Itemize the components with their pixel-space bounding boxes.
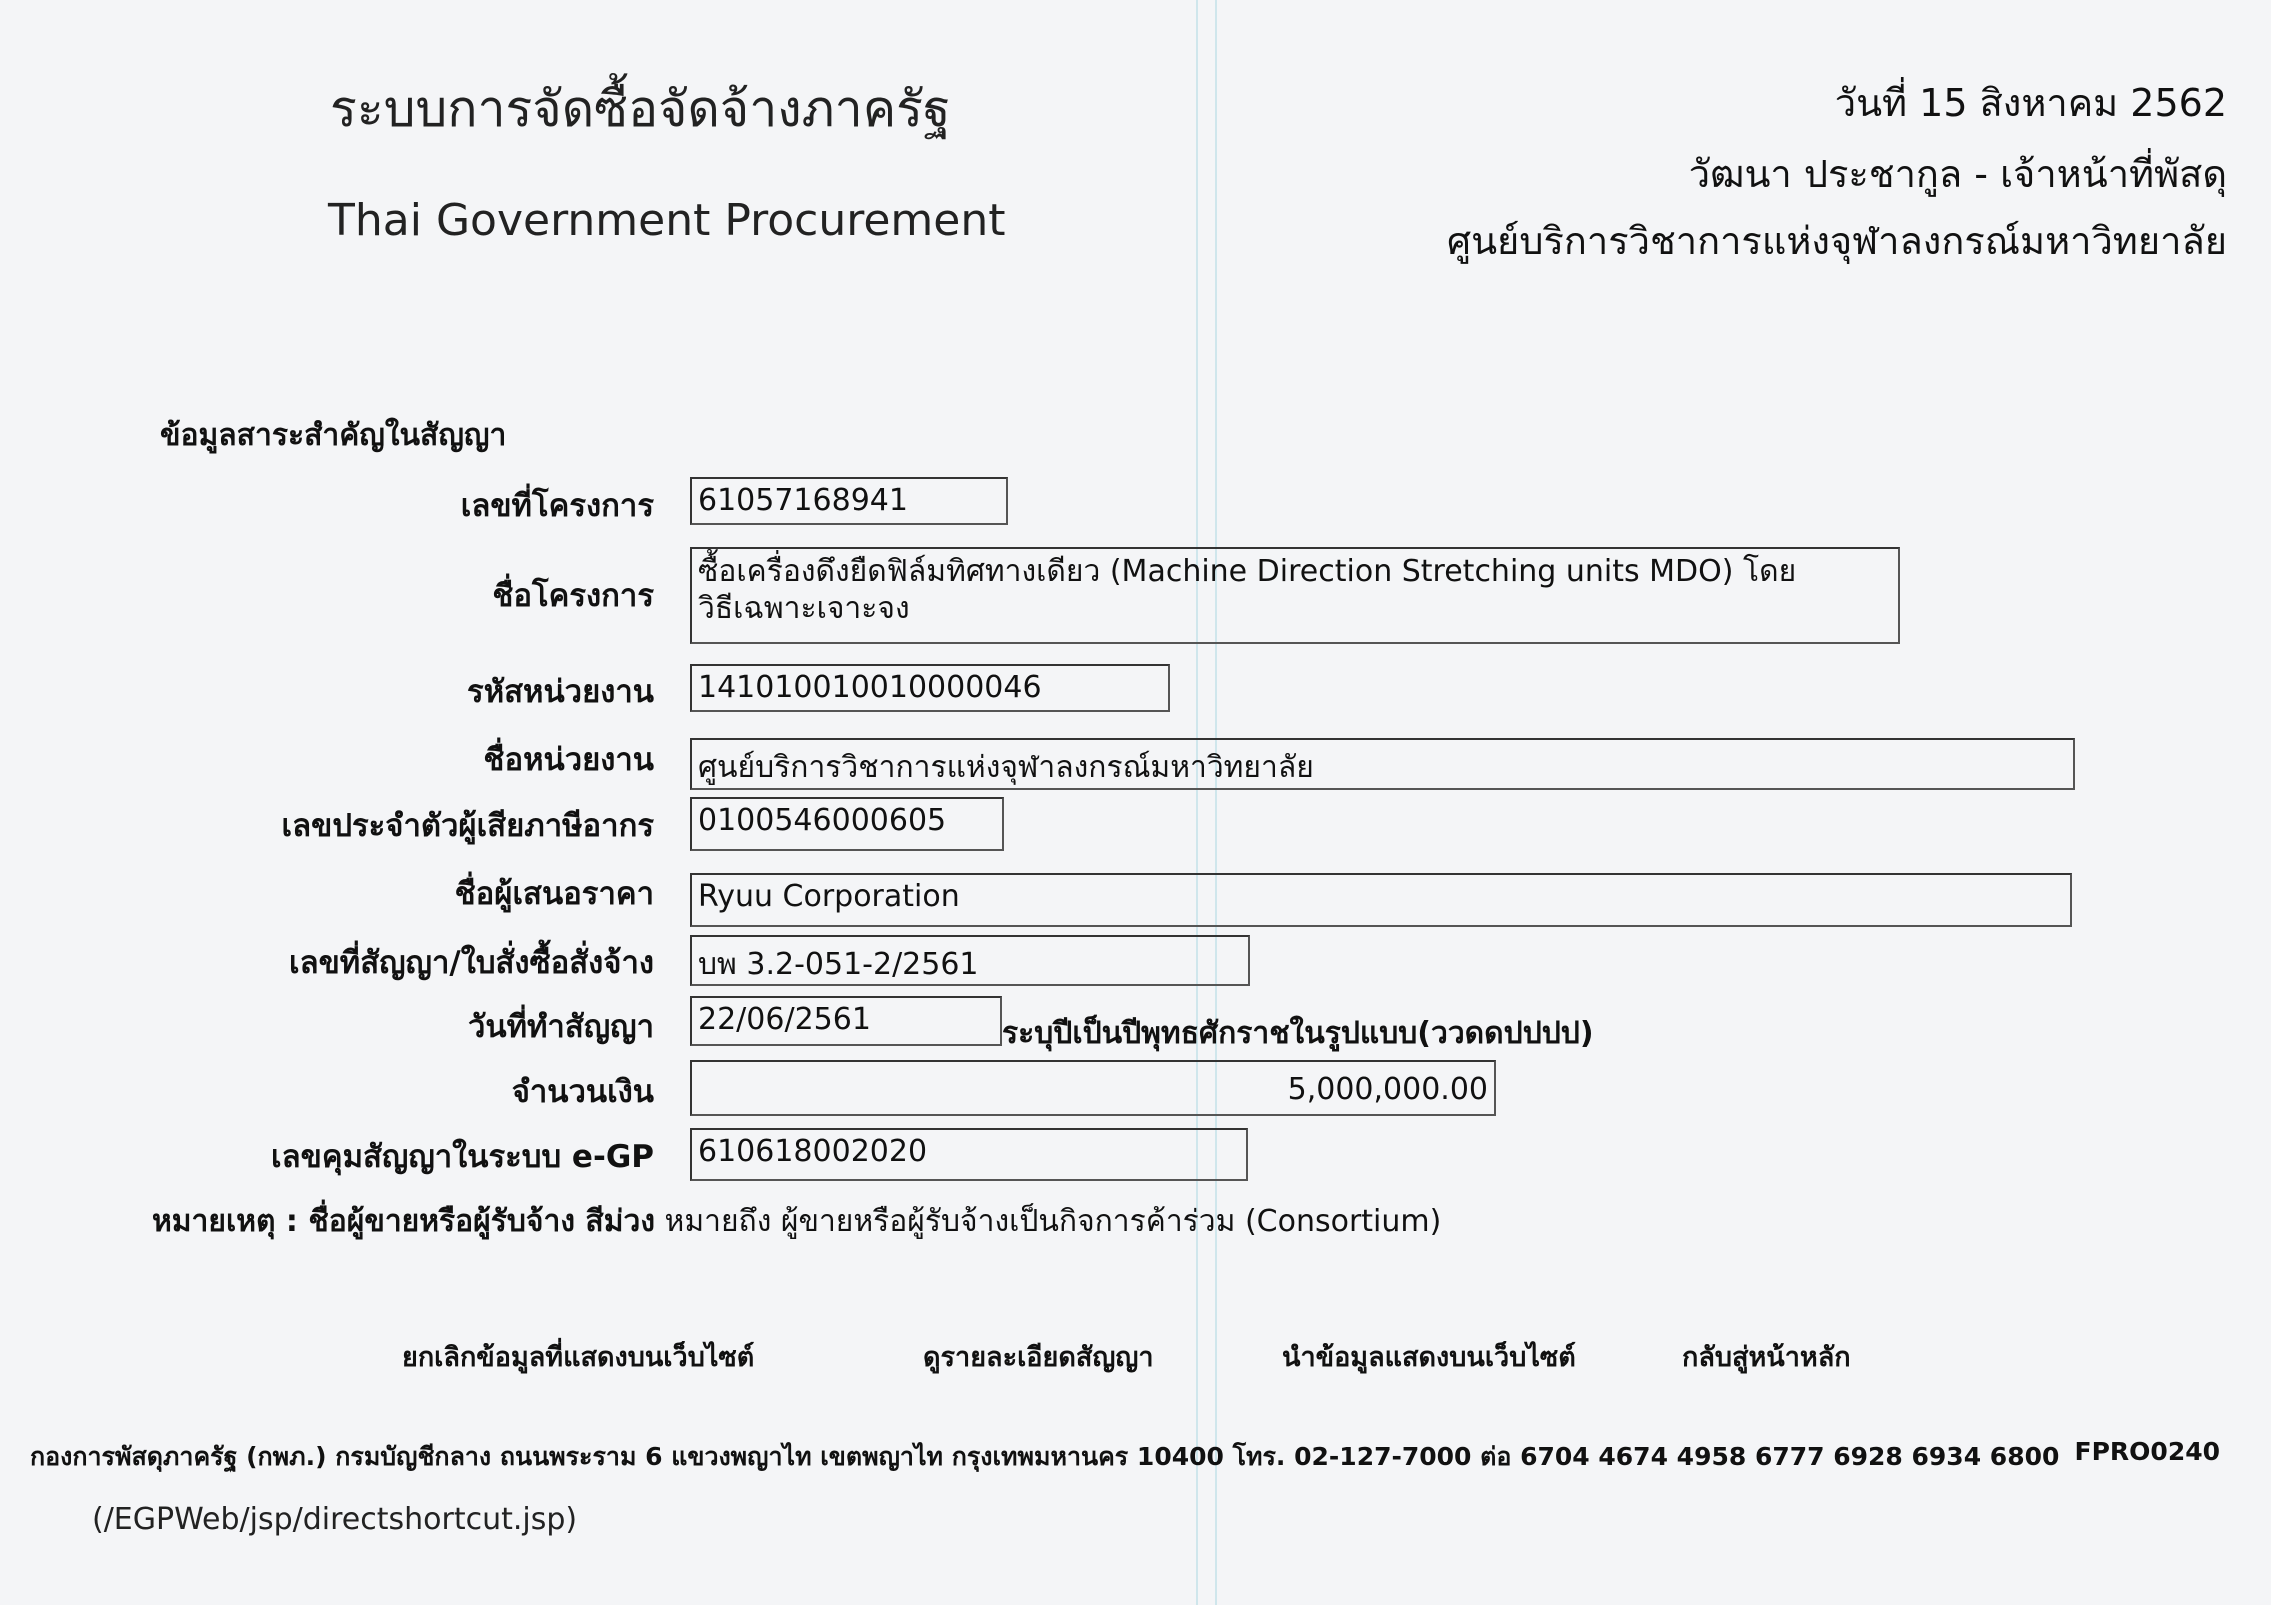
current-date: วันที่ 15 สิงหาคม 2562 xyxy=(1834,81,2227,125)
bidder-name-input[interactable]: Ryuu Corporation xyxy=(690,873,2072,927)
system-title-thai: ระบบการจัดซื้อจัดจ้างภาครัฐ xyxy=(330,80,951,138)
egp-control-no-input[interactable]: 610618002020 xyxy=(690,1128,1248,1181)
consortium-note xyxy=(152,1198,1441,1245)
page-code: FPRO0240 xyxy=(2074,1437,2220,1466)
scan-guide-line-right xyxy=(1215,0,1217,1605)
contract-date-input[interactable]: 22/06/2561 xyxy=(690,996,1002,1046)
project-name-textarea[interactable]: ซื้อเครื่องดึงยืดฟิล์มทิศทางเดียว (Machine Direction Stretching units MDO) โดยวิธีเฉพาะเจาะจง xyxy=(690,547,1900,644)
note-prefix: หมายเหตุ : ชื่อผู้ขายหรือผู้รับจ้าง xyxy=(152,1204,586,1239)
contract-date-format-hint: ระบุปีเป็นปีพุทธศักราชในรูปแบบ(ววดดปปปป) xyxy=(1002,1016,1594,1051)
amount-label: จำนวนเงิน xyxy=(511,1074,654,1110)
tax-id-input[interactable]: 0100546000605 xyxy=(690,797,1004,851)
note-highlight: สีม่วง xyxy=(585,1204,656,1239)
agency-code-label: รหัสหน่วยงาน xyxy=(467,674,654,710)
egp-control-no-label: เลขคุมสัญญาในระบบ e-GP xyxy=(271,1139,654,1175)
scan-guide-line-left xyxy=(1196,0,1198,1605)
cancel-publish-link[interactable]: ยกเลิกข้อมูลที่แสดงบนเว็บไซต์ xyxy=(402,1342,755,1373)
note-suffix: หมายถึง ผู้ขายหรือผู้รับจ้างเป็นกิจการค้าร่วม (Consortium) xyxy=(655,1204,1442,1239)
project-name-label: ชื่อโครงการ xyxy=(492,578,654,614)
agency-name-label: ชื่อหน่วยงาน xyxy=(483,742,654,778)
contract-date-label: วันที่ทำสัญญา xyxy=(467,1009,654,1045)
agency-code-input[interactable]: 141010010010000046 xyxy=(690,664,1170,712)
contract-no-input[interactable]: บพ 3.2-051-2/2561 xyxy=(690,935,1250,986)
user-organization: ศูนย์บริการวิชาการแห่งจุฬาลงกรณ์มหาวิทยาลัย xyxy=(1446,219,2227,263)
user-name-role: วัฒนา ประชากูล - เจ้าหน้าที่พัสดุ xyxy=(1688,152,2227,196)
section-title: ข้อมูลสาระสำคัญในสัญญา xyxy=(160,418,507,453)
footer-address: กองการพัสดุภาครัฐ (กพภ.) กรมบัญชีกลาง ถนนพระราม 6 แขวงพญาไท เขตพญาไท กรุงเทพมหานคร 10400 โทร. 02-127-7000 ต่อ 6704 4674 4958 6777 6928 6934 6800 xyxy=(30,1442,2060,1471)
project-no-input[interactable]: 61057168941 xyxy=(690,477,1008,525)
system-title-english: Thai Government Procurement xyxy=(328,195,1006,246)
agency-name-input[interactable]: ศูนย์บริการวิชาการแห่งจุฬาลงกรณ์มหาวิทยาลัย xyxy=(690,738,2075,790)
amount-input[interactable]: 5,000,000.00 xyxy=(690,1060,1496,1116)
contract-no-label: เลขที่สัญญา/ใบสั่งซื้อสั่งจ้าง xyxy=(289,945,654,981)
tax-id-label: เลขประจำตัวผู้เสียภาษีอากร xyxy=(281,808,654,844)
project-no-label: เลขที่โครงการ xyxy=(460,488,654,524)
page-path: (/EGPWeb/jsp/directshortcut.jsp) xyxy=(92,1502,578,1537)
publish-link[interactable]: นำข้อมูลแสดงบนเว็บไซต์ xyxy=(1282,1342,1576,1373)
bidder-name-label: ชื่อผู้เสนอราคา xyxy=(454,876,654,912)
view-contract-link[interactable]: ดูรายละเอียดสัญญา xyxy=(923,1342,1154,1373)
home-link[interactable]: กลับสู่หน้าหลัก xyxy=(1682,1342,1851,1373)
